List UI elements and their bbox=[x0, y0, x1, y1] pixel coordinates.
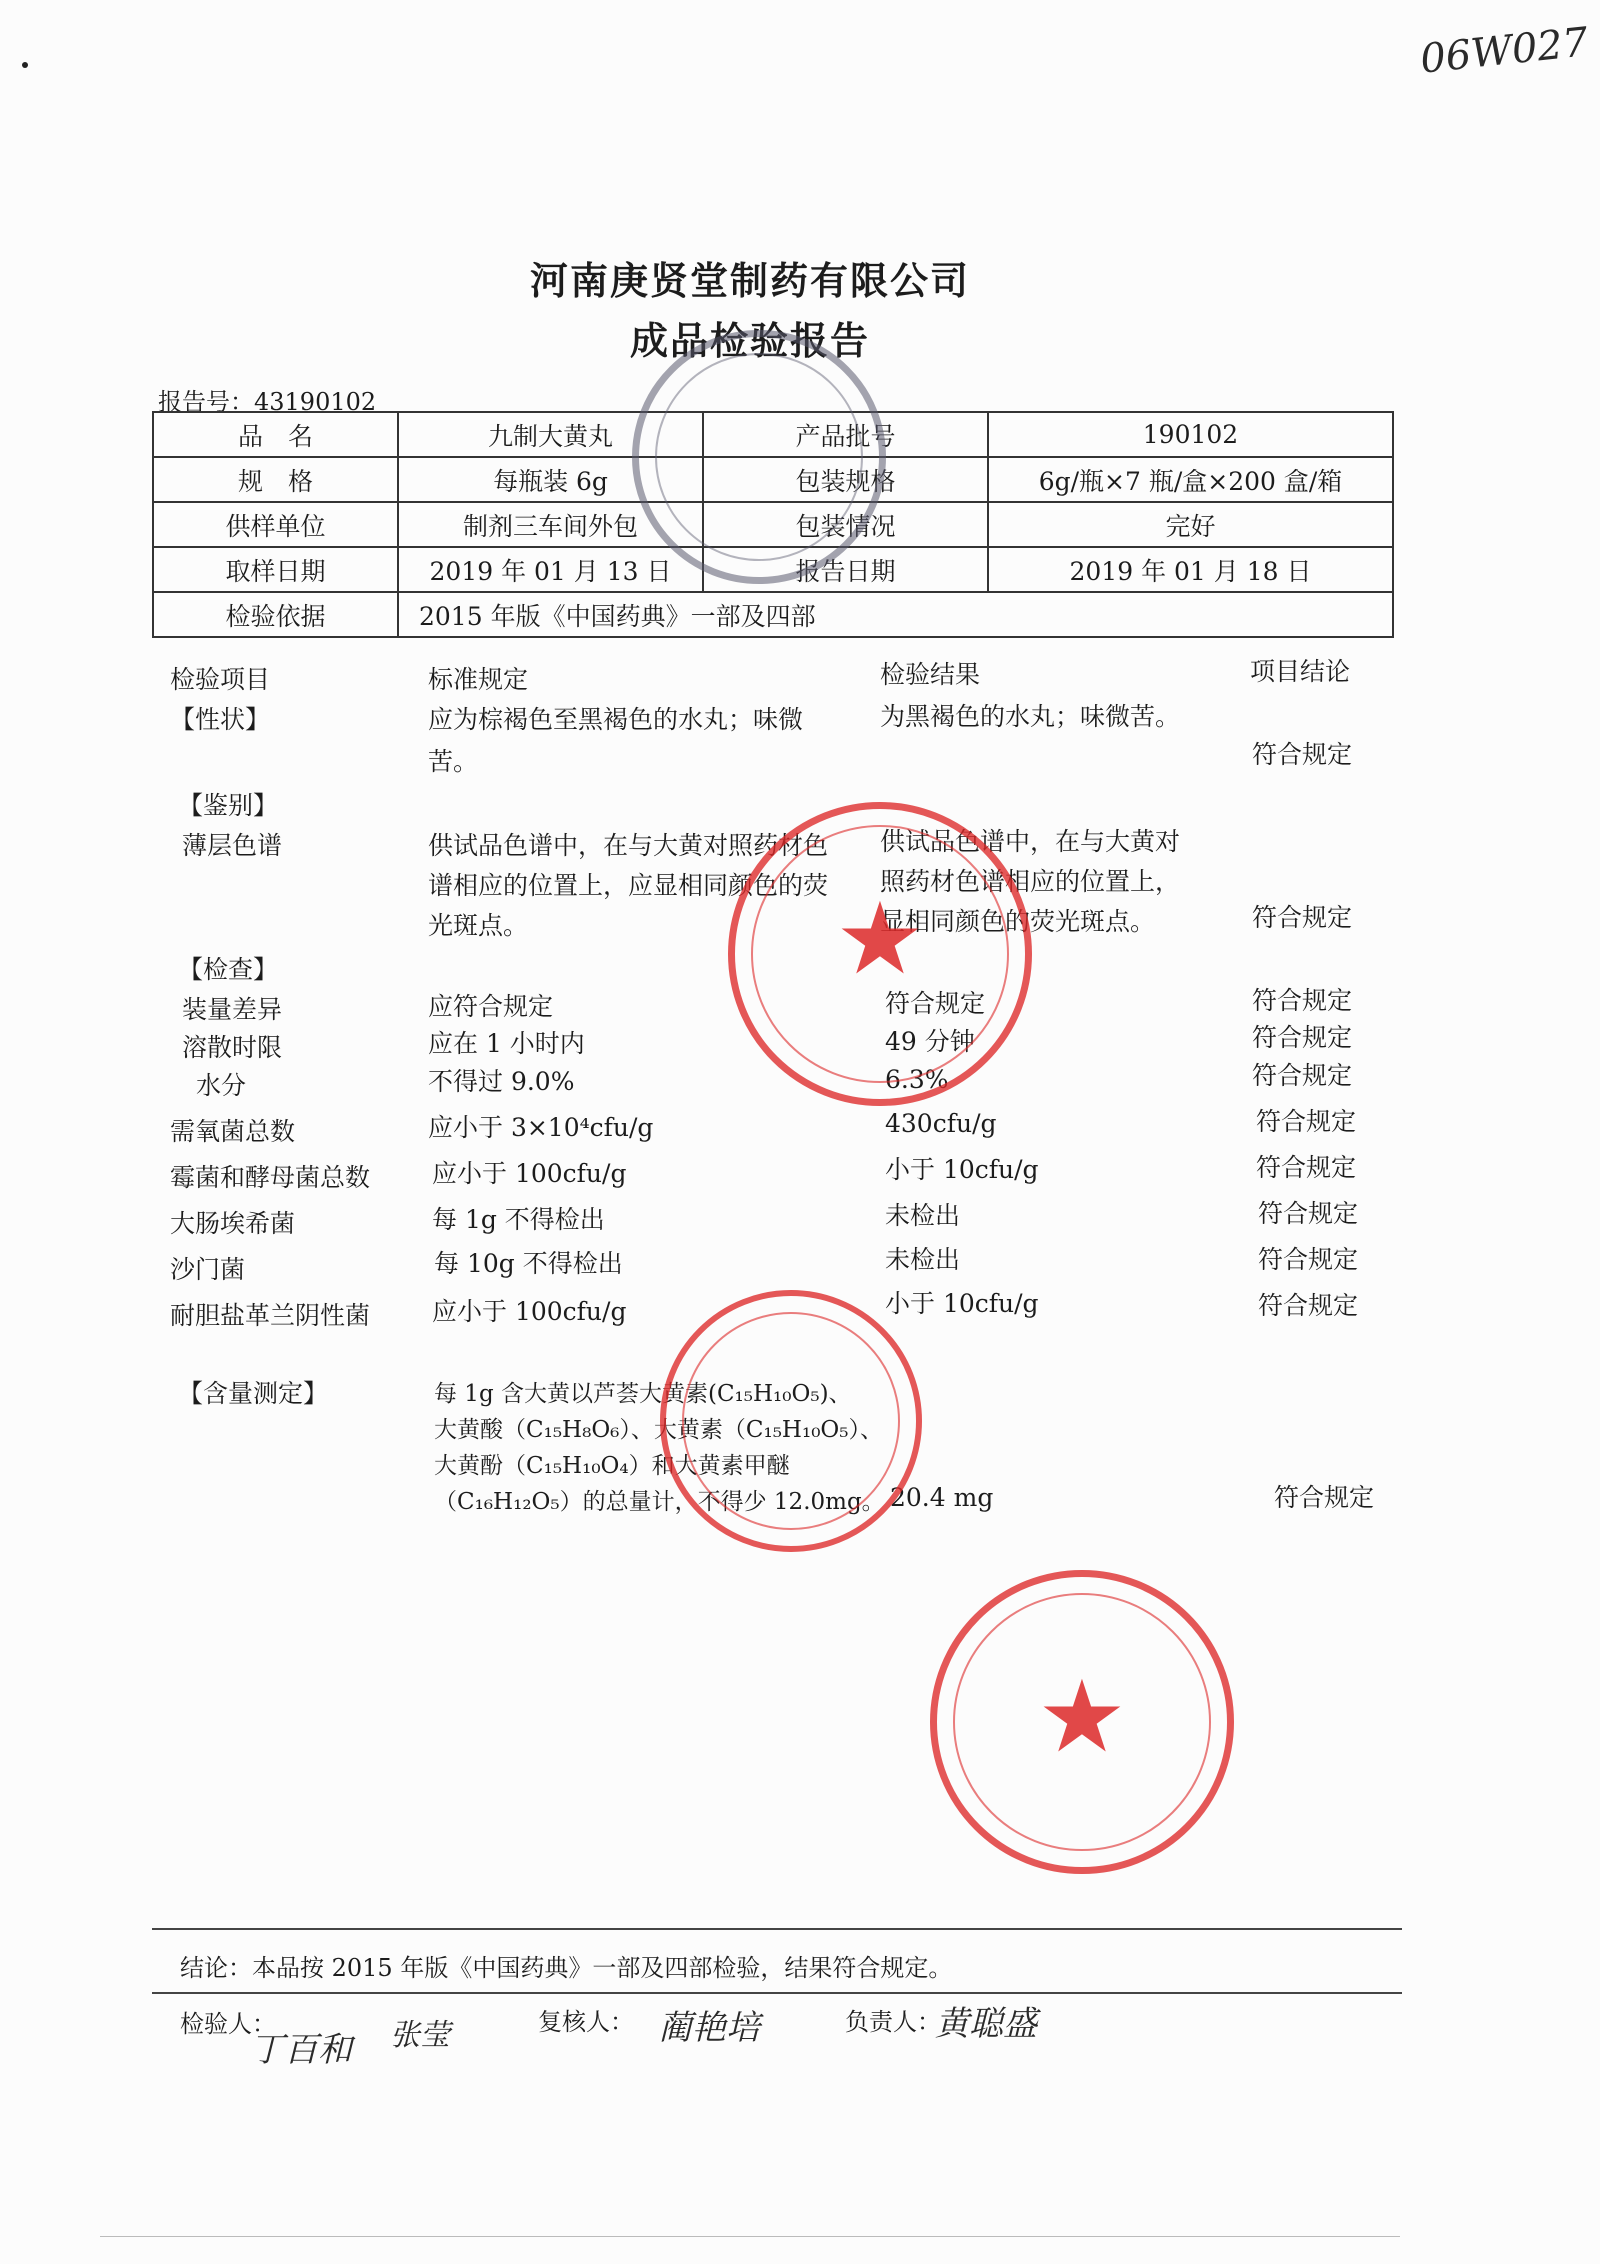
conclusion-text: 符合规定 bbox=[1258, 1245, 1359, 1274]
star-icon: ★ bbox=[1037, 1658, 1127, 1775]
reviewer-signature: 蔺艳培 bbox=[658, 2008, 760, 2048]
report-date-value: 2019 年 01 月 18 日 bbox=[988, 547, 1393, 592]
item-label: 耐胆盐革兰阴性菌 bbox=[170, 1301, 371, 1330]
inspector-label: 检验人： bbox=[180, 2010, 276, 2038]
item-label: 沙门菌 bbox=[170, 1255, 246, 1284]
standard-text: 每 1g 不得检出 bbox=[432, 1205, 605, 1234]
result-text: 符合规定 bbox=[885, 989, 986, 1018]
bottom-divider bbox=[100, 2236, 1400, 2237]
item-label: 装量差异 bbox=[182, 995, 283, 1024]
result-text: 供试品色谱中，在与大黄对 bbox=[880, 827, 1181, 856]
conclusion-text: 符合规定 bbox=[1252, 1061, 1353, 1090]
column-header-item: 检验项目 bbox=[170, 665, 271, 694]
batch-number: 190102 bbox=[988, 412, 1393, 457]
company-name: 河南庚贤堂制药有限公司 bbox=[529, 258, 970, 303]
conclusion-text: 符合规定 bbox=[1258, 1199, 1359, 1228]
label-cell: 供样单位 bbox=[153, 502, 398, 547]
margin-dot bbox=[22, 62, 28, 68]
basis-value: 2015 年版《中国药典》一部及四部 bbox=[398, 592, 1393, 637]
result-text: 为黑褐色的水丸；味微苦。 bbox=[880, 702, 1181, 731]
manager-signature: 黄聪盛 bbox=[935, 2004, 1037, 2044]
column-header-standard: 标准规定 bbox=[428, 665, 529, 694]
result-text: 照药材色谱相应的位置上， bbox=[880, 867, 1181, 896]
label-cell: 品 名 bbox=[153, 412, 398, 457]
star-icon: ★ bbox=[835, 880, 925, 997]
conclusion-text: 符合规定 bbox=[1252, 1023, 1353, 1052]
label-cell: 检验依据 bbox=[153, 592, 398, 637]
seal-inner-ring bbox=[682, 1312, 900, 1530]
divider-line bbox=[152, 1992, 1402, 1994]
standard-text: 应小于 3×10⁴cfu/g bbox=[428, 1113, 654, 1142]
spec-value: 每瓶装 6g bbox=[398, 457, 703, 502]
inspection-seal-grey bbox=[632, 330, 886, 584]
section-inspection: 【检查】 bbox=[178, 955, 279, 984]
info-row bbox=[153, 592, 1393, 637]
result-text: 6.3% bbox=[885, 1065, 949, 1094]
standard-text: （C₁₆H₁₂O₅）的总量计，不得少 12.0mg。 bbox=[434, 1489, 885, 1515]
label-cell: 产品批号 bbox=[703, 412, 988, 457]
quality-seal-red bbox=[930, 1570, 1234, 1874]
report-title: 成品检验报告 bbox=[629, 318, 870, 363]
supplier-value: 制剂三车间外包 bbox=[398, 502, 703, 547]
result-text: 小于 10cfu/g bbox=[885, 1289, 1039, 1318]
standard-text: 大黄酚（C₁₅H₁₀O₄）和大黄素甲醚 bbox=[434, 1453, 790, 1479]
standard-text: 供试品色谱中，在与大黄对照药材色 bbox=[428, 831, 829, 860]
conclusion-text: 符合规定 bbox=[1252, 986, 1353, 1015]
conclusion-text: 符合规定 bbox=[1256, 1107, 1357, 1136]
result-text: 未检出 bbox=[885, 1245, 961, 1274]
standard-text: 每 10g 不得检出 bbox=[434, 1249, 623, 1278]
label-cell: 包装规格 bbox=[703, 457, 988, 502]
company-seal-red bbox=[660, 1290, 922, 1552]
standard-text: 应符合规定 bbox=[428, 992, 554, 1021]
standard-text: 应小于 100cfu/g bbox=[432, 1159, 627, 1188]
label-cell: 规 格 bbox=[153, 457, 398, 502]
report-number: 报告号：43190102 bbox=[158, 388, 377, 416]
item-label: 薄层色谱 bbox=[182, 831, 283, 860]
item-label: 溶散时限 bbox=[182, 1033, 283, 1062]
final-conclusion: 结论：本品按 2015 年版《中国药典》一部及四部检验，结果符合规定。 bbox=[180, 1954, 953, 1982]
pack-status-value: 完好 bbox=[988, 502, 1393, 547]
result-text: 430cfu/g bbox=[885, 1109, 997, 1138]
column-header-conclusion: 项目结论 bbox=[1250, 657, 1351, 686]
conclusion-text: 符合规定 bbox=[1252, 740, 1353, 769]
section-assay: 【含量测定】 bbox=[178, 1379, 329, 1408]
standard-text: 光斑点。 bbox=[428, 911, 529, 940]
result-text: 显相同颜色的荧光斑点。 bbox=[880, 907, 1156, 936]
inspector-signature: 张莹 bbox=[390, 2018, 450, 2053]
result-text: 20.4 mg bbox=[890, 1483, 994, 1512]
conclusion-text: 符合规定 bbox=[1258, 1291, 1359, 1320]
standard-text: 苦。 bbox=[428, 747, 479, 776]
pack-spec-value: 6g/瓶×7 瓶/盒×200 盒/箱 bbox=[988, 457, 1393, 502]
corner-handwritten-note: 06W027 bbox=[1418, 19, 1591, 83]
inspection-seal-red bbox=[728, 802, 1032, 1106]
standard-text: 应在 1 小时内 bbox=[428, 1029, 585, 1058]
standard-text: 大黄酸（C₁₅H₈O₆）、大黄素（C₁₅H₁₀O₅）、 bbox=[434, 1417, 884, 1443]
conclusion-text: 符合规定 bbox=[1252, 903, 1353, 932]
product-name: 九制大黄丸 bbox=[398, 412, 703, 457]
label-cell: 取样日期 bbox=[153, 547, 398, 592]
inspector-signature: 丁百和 bbox=[250, 2030, 352, 2070]
item-label: 霉菌和酵母菌总数 bbox=[170, 1163, 371, 1192]
label-cell: 包装情况 bbox=[703, 502, 988, 547]
seal-inner-ring bbox=[655, 353, 863, 561]
standard-text: 谱相应的位置上，应显相同颜色的荧 bbox=[428, 871, 829, 900]
standard-text: 不得过 9.0% bbox=[428, 1067, 575, 1096]
item-label: 需氧菌总数 bbox=[170, 1117, 296, 1146]
standard-text: 应为棕褐色至黑褐色的水丸；味微 bbox=[428, 705, 804, 734]
result-text: 小于 10cfu/g bbox=[885, 1155, 1039, 1184]
divider-line bbox=[152, 1928, 1402, 1930]
conclusion-text: 符合规定 bbox=[1274, 1483, 1375, 1512]
result-text: 未检出 bbox=[885, 1201, 961, 1230]
section-identification: 【鉴别】 bbox=[178, 791, 279, 820]
item-label: 大肠埃希菌 bbox=[170, 1209, 296, 1238]
column-header-result: 检验结果 bbox=[880, 660, 981, 689]
result-text: 49 分钟 bbox=[885, 1027, 975, 1056]
standard-text: 应小于 100cfu/g bbox=[432, 1297, 627, 1326]
reviewer-label: 复核人： bbox=[538, 2008, 634, 2036]
sample-date-value: 2019 年 01 月 13 日 bbox=[398, 547, 703, 592]
label-cell: 报告日期 bbox=[703, 547, 988, 592]
section-character: 【性状】 bbox=[170, 705, 271, 734]
item-label: 水分 bbox=[196, 1071, 247, 1100]
conclusion-text: 符合规定 bbox=[1256, 1153, 1357, 1182]
standard-text: 每 1g 含大黄以芦荟大黄素(C₁₅H₁₀O₅)、 bbox=[434, 1381, 852, 1407]
manager-label: 负责人： bbox=[845, 2008, 941, 2036]
